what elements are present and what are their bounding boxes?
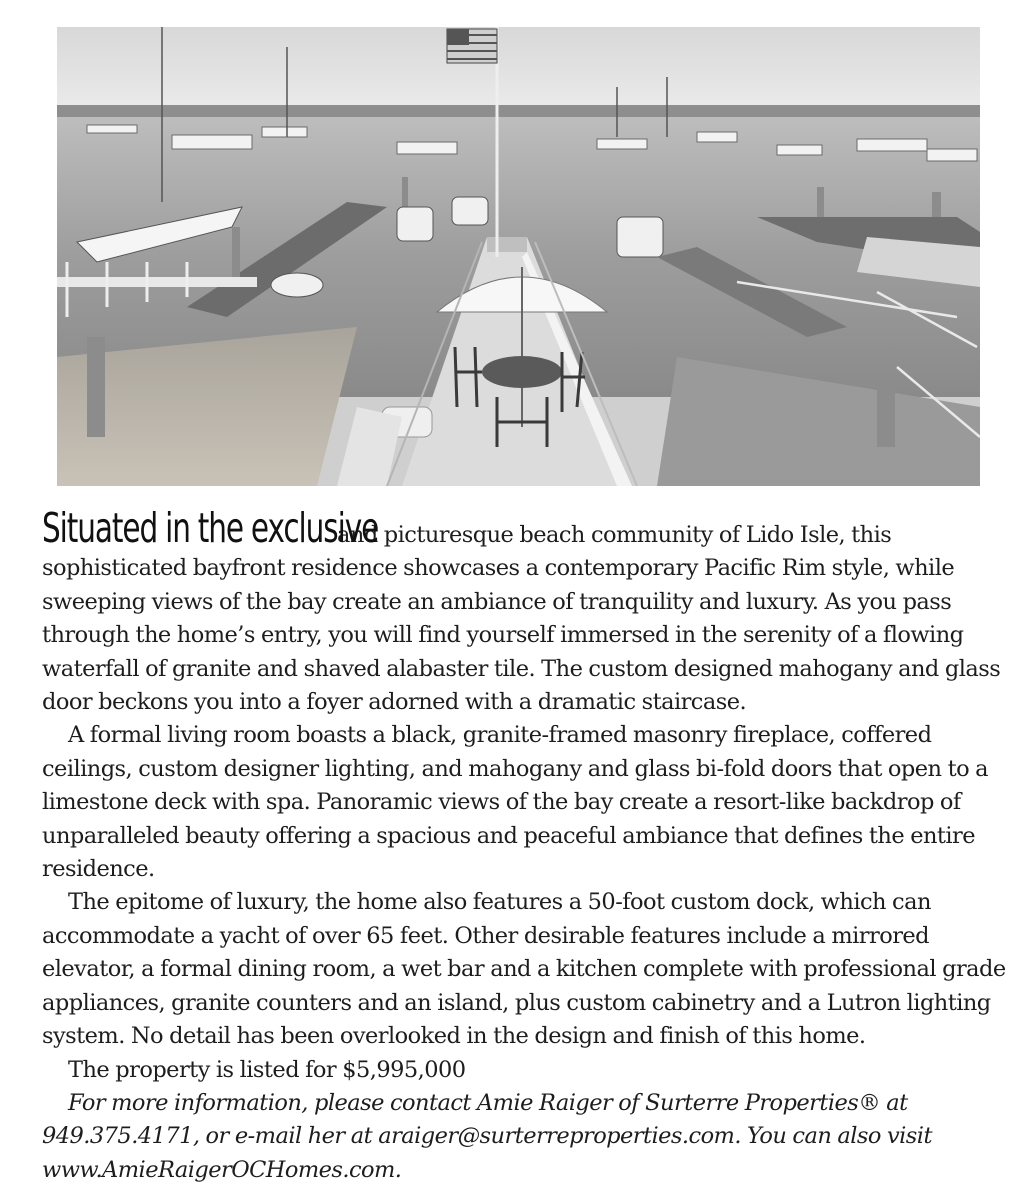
photo-illustration xyxy=(57,27,980,486)
article-body xyxy=(42,504,1010,1187)
price-line: The property is listed for $5,995,000 xyxy=(68,1056,466,1083)
bayfront-dock-photo xyxy=(57,27,980,486)
article-paragraph-3: The epitome of luxury, the home also features a 50-foot custom dock, which can accommodate a yacht of over 65 feet. Other desirable features include a mirrored elevator, a formal dining room, a wet bar and a kitchen complete with professional grade appliances, granite counters and an island, plus custom cabinetry and a Lutron lighting system. No detail has been overlooked in the design and finish of this home. xyxy=(42,889,1006,1050)
article-paragraph-2: A formal living room boasts a black, granite-framed masonry fireplace, coffered ceilings, custom designer lighting, and mahogany and glass bi-fold doors that open to a limestone deck with spa. Panoramic views of the bay create a resort-like backdrop of unparalleled beauty offering a spacious and peaceful ambiance that defines the entire residence. xyxy=(42,722,989,883)
article-paragraph-1 xyxy=(42,504,1010,719)
lead-in-heading: Situated in the exclusive xyxy=(42,504,379,552)
contact-info: For more information, please contact Amie Raiger of Surterre Properties® at 949.375.4171, or e-mail her at araiger@surterreproperties.com. You can also visit www.AmieRaigerOCHomes.com. xyxy=(42,1089,932,1183)
paragraph-1-text: and picturesque beach community of Lido Isle, this sophisticated bayfront residence showcases a contemporary Pacific Rim style, while sweeping views of the bay create an ambiance of tranquility and luxury. As you pass through the home’s entry, you will find yourself immersed in the serenity of a flowing waterfall of granite and shaved alabaster tile. The custom designed mahogany and glass door beckons you into a foyer adorned with a dramatic staircase. xyxy=(42,522,1001,716)
